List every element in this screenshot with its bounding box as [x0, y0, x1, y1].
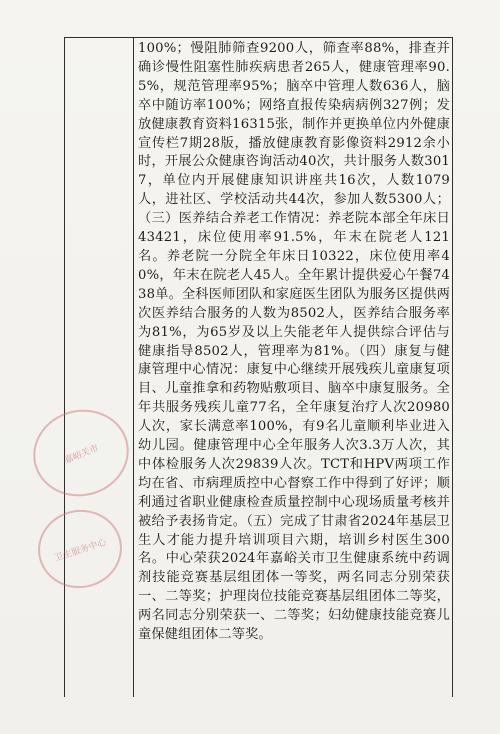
table-border-left	[64, 37, 65, 697]
table-border-top	[64, 37, 453, 38]
official-seal-stamp	[24, 400, 138, 507]
seal-text: 卫生服务中心	[53, 537, 108, 564]
table-column-divider	[133, 37, 134, 697]
body-paragraph: 100%；慢阻肺筛查9200人，筛查率88%，排查并确诊慢性阻塞性肺疾病患者265人，健康管理率90.5%，规范管理率95%；脑卒中管理人数636人，脑卒中随访率100%；网络直报传染病病例327例；发放健康教育资料16315张，制作并更换单位内外健康宣传栏7期28版，播放健康教育影像资料2912余小时，开展公众健康咨询活动40次，共计服务人数3017，单位内开展健康知识讲座共16次，人数1079人，进社区、学校活动共44次，参加人数5300人；（三）医养结合养老工作情况：养老院本部全年床日43421，床位使用率91.5%，年末在院老人121名。养老院一分院全年床日10322，床位使用率40%，年末在院老人45人。全年累计提供爱心午餐7438单。全科医师团队和家庭医生团队为服务区提供两次医养结合服务的人数为8502人，医养结合服务率为81%，为65岁及以上失能老年人提供综合评估与健康指导8502人，管理率为81%。（四）康复与健康管理中心情况：康复中心继续开展残疾儿童康复项目、儿童推拿和药物贴敷项目、脑卒中康复服务。全年共服务残疾儿童77名，全年康复治疗人次20980人次，家长满意率100%，有9名儿童顺利毕业进入幼儿园。健康管理中心全年服务人次3.3万人次，其中体检服务人次29839人次。TCT和HPV两项工作均在省、市病理质控中心督察工作中得到了好评；顺利通过省职业健康检查质量控制中心现场质量考核并被给予表扬肯定。（五）完成了甘肃省2024年基层卫生人才能力提升培训项目六期，培训乡村医生300名。中心荣获2024年嘉峪关市卫生健康系统中药调剂技能竞赛基层组团体一等奖，两名同志分别荣获一、二等奖；护理岗位技能竞赛基层组团体二等奖，两名同志分别荣获一、二等奖；妇幼健康技能竞赛儿童保健组团体二等奖。	[138, 41, 450, 643]
seal-text: 嘉峪关市	[62, 443, 101, 466]
official-seal-stamp	[32, 503, 128, 594]
table-border-right	[452, 37, 453, 697]
report-body-text	[138, 40, 450, 645]
